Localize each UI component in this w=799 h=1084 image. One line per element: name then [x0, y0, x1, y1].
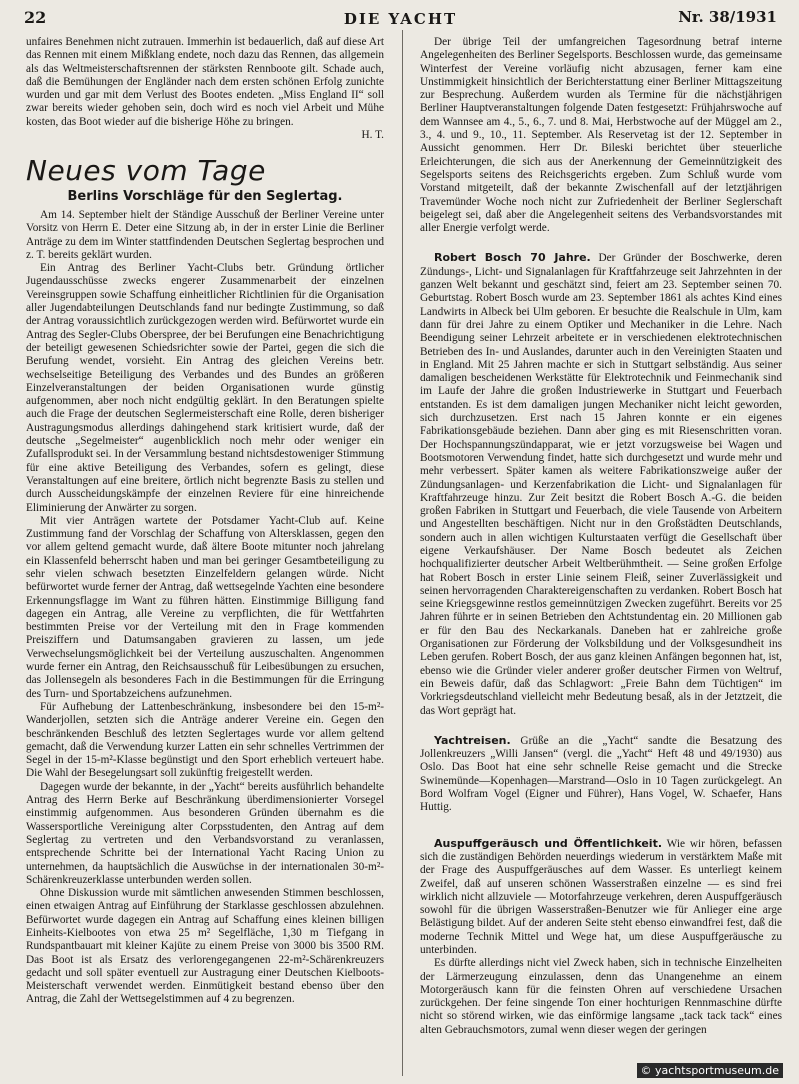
article-paragraph: Der übrige Teil der umfangreichen Tagesordnung betraf interne Angelegenheiten des Berliner Segelsports. Beschlossen wurde, das gemeinsame Winterfest der Vereine vorläufig nicht abzusagen, ferner kam eine Unstimmigkeit hinsichtlich der Berichterstattung einer Berliner Mittagszeitung zur Besprechung. Außerdem wurden als Termine für die nächstjährigen Berliner Hauptveranstaltungen folgende Daten festgesetzt: Frühjahrswoche auf dem Wannsee am 4., 5., 6., 7. und 8. Mai, Herbstwoche auf der Müggel am 2., 3., 4. und 9., 10., 11. September. Als Reservetag ist der 12. September in Aussicht genommen. Herr Dr. Bileski berichtet über steuerliche Erleichterungen, die sich aus der Anerkennung der Gemeinnützigkeit des Segelsports seitens des Reichsgerichts ergeben. Zum Schluß wurde vom Vorstand mitgeteilt, daß der bekannte Zwischenfall auf der letztjährigen Travemünder Woche noch nicht zur Zufriedenheit der Berliner Seglerschaft beigelegt sei, daß aber die Angelegenheit seitens des Verbandsvorstandes mit aller Energie verfolgt werde. — [420, 36, 782, 235]
article-paragraph: Dagegen wurde der bekannte, in der „Yacht“ bereits ausführlich behandelte Antrag des Herrn Berke auf Beschränkung überdimensionierter Vorsegel einstimmig aufgenommen. Aus besonderen Gründen übernahm es die Wassersportliche Vereinigung alter Corpsstudenten, den Antrag auf dem Seglertag zu vertreten und den Verbandsvorstand zu veranlassen, entsprechende Schritte bei der International Yacht Racing Union zu unternehmen, da hauptsächlich die Auswüchse in der internationalen 30-m²-Schärenkreuzerklasse unterbunden werden sollen. — [26, 780, 384, 886]
issue-number: Nr. 38/1931 — [678, 8, 777, 26]
yacht-title: Yachtreisen. — [434, 733, 511, 747]
spacer — [420, 718, 782, 734]
article-paragraph: Ein Antrag des Berliner Yacht-Clubs betr. Gründung örtlicher Jugendausschüsse zwecks engerer Zusammenarbeit der einzelnen Vereinsgruppen sowie Schaffung einheitlicher Richtlinien für die Organisation aller Jugendabteilungen Deutschlands fand nur bedingte Zustimmung, so daß der Antrag voraussichtlich zurückgezogen werden wird. Befürwortet wurde ein Antrag des Segler-Clubs Oberspree, der bei Berufungen eine Benachrichtigung der beteiligt gewesenen Schiedsrichter sowie der Partei, gegen die sich die Berufung wendet, vorsieht. Ein Antrag des gleichen Vereins betr. wechselseitige Beteiligung des Verbandes und des Bundes an größeren Einzelveranstaltungen der beiden Organisationen wurde günstig aufgenommen, aber noch nicht endgültig geklärt. In den Beratungen spielte auch die Frage der deutschen Seglermeisterschaft eine Rolle, deren bisheriger Austragungsmodus allerdings dahingehend stark kritisiert wurde, daß der deutsche „Segelmeister“ augenblicklich noch mehr oder weniger ein Zufallsprodukt sei. In der Versammlung bestand nichtsdestoweniger Stimmung für eine aktive Beteiligung des Verbandes, sofern es gelingt, diese Veranstaltungen auf eine breitere, örtlich nicht begrenzte Basis zu stellen und durch Ausscheidungskämpfe der einzelnen Reviere für eine hinreichende Eliminierung der Anwärter zu sorgen. — [26, 262, 384, 514]
watermark: © yachtsportmuseum.de — [637, 1063, 783, 1078]
article-paragraph: Für Aufhebung der Lattenbeschränkung, insbesondere bei den 15-m²-Wanderjollen, setzten sich die Anträge anderer Vereine ein. Gegen den beschränkenden Beschluß des letzten Seglertages wurde vor allem geltend gemacht, daß die Verwendung kurzer Latten ein sehr schnelles Vertrimmen der Segel in der 15-m²-Klasse begünstigt und den Sport erheblich verteuert habe. Die Wahl der Besegelungsart soll zukünftig freigestellt werden. — [26, 700, 384, 780]
left-column — [26, 36, 384, 1078]
yacht-text: Grüße an die „Yacht“ sandte die Besatzung des Jollenkreuzers „Willi Jansen“ (vergl. die „Yacht“ Heft 48 und 49/1930) aus Oslo. Das Boot hat eine sehr schnelle Reise gemacht und die Strecke Swinemünde—Kopenhagen—Marstrand—Oslo in 10 Tagen zurückgelegt. An Bord Wolfram Vogel (Eigner und Führer), Hans Vogel, W. Schaefer, Hans Huttig. — [420, 734, 782, 814]
article-paragraph: Es dürfte allerdings nicht viel Zweck haben, sich in technische Einzelheiten der Lärmerzeugung einzulassen, denn das Unangenehme an einem Motorgeräusch kann für die feinsten Ohren auf verschiedene Ursachen zurückgehen. Der feine singende Ton einer hochturigen Rennmaschine dürfte nicht so störend wirken, wie das einförmige langsame „tack tack tack“ eines alten Gebrauchsmotors, zumal wenn dieser wegen der geringen — [420, 957, 782, 1036]
article-title: Berlins Vorschläge für den Seglertag. — [67, 188, 343, 204]
page-header — [24, 6, 777, 34]
bosch-article — [420, 251, 782, 717]
bosch-text: Der Gründer der Boschwerke, deren Zündungs-, Licht- und Signalanlagen für Kraftfahrzeuge seit Jahrzehnten in der ganzen Welt bekannt und geschätzt sind, feiert am 23. September seinen 70. Geburtstag. Robert Bosch wurde am 23. September 1861 als achtes Kind eines Landwirts in Albeck bei Ulm geboren. Er besuchte die Realschule in Ulm, kam dann für drei Jahre zu einem Optiker und Mechaniker in die Lehre. Nach Beendigung seiner Lehrzeit arbeitete er in verschiedenen elektrotechnischen Betrieben des In- und Auslandes, darunter auch in den Vereinigten Staaten und in England. Mit 25 Jahren machte er sich in Stuttgart selbständig. Aus seiner damaligen bescheidenen Werkstätte für Elektrotechnik und Feinmechanik sind im Laufe der Jahre die großen Industriewerke in Stuttgart und Feuerbach entstanden. Es ist dem damaligen jungen Mechaniker nicht leicht geworden, sich durchzusetzen. Erst nach 15 Jahren konnte er ein eigenes Fabrikationsgebäude beziehen. Dann aber ging es mit Riesenschritten voran. Der Hochspannungszündapparat, wie er jetzt vorzugsweise bei Wagen und Bootsmotoren Verwendung findet, hatte sich durchgesetzt und wurde mehr und mehr verbessert. Später kamen als weitere Fabrikationszweige außer der Zündungsanlagen- und Kerzenfabrikation die Licht- und Signalanlagen für Kraftfahrzeuge hinzu. Zur Zeit besitzt die Robert Bosch A.-G. die beiden großen Fabriken in Stuttgart und Feuerbach, die viele Tausende von Arbeitern und Angestellten beschäftigen. Nicht nur in den Großstädten Deutschlands, sondern auch in allen wichtigen Kulturstaaten verfügt die Gesellschaft über eigene Verkaufshäuser. Der Name Bosch bedeutet als Zeichen hochqualifizierter deutscher Arbeit Weltberühmtheit. — Seine großen Erfolge hat Robert Bosch in erster Linie seinem Fleiß, seiner Zuverlässigkeit und seinen hervorragenden Charaktereigenschaften zu verdanken. Robert Bosch hat seine Kriegsgewinne restlos gemeinnützigen Zwecken zugeführt. Bereits vor 25 Jahren führte er in seinen Betrieben den Achtstundentag ein. 20 Millionen gab er für den Bau des Neckarkanals. Daneben hat er zahlreiche große Organisationen zur Förderung der Volksbildung und der Volksgesundheit ins Leben gerufen. Robert Bosch, der aus ganz kleinen Anfängen begonnen hat, ist, ebenso wie die Gründer vieler anderer großer deutscher Firmen von Weltruf, ein Beweis dafür, daß das Schlagwort: „Freie Bahn dem Tüchtigen“ im Vorkriegsdeutschland vielleicht mehr Bedeutung besaß, als in der Jetztzeit, die das Wort geprägt hat. — [420, 252, 782, 717]
page-number: 22 — [24, 8, 47, 27]
magazine-title: DIE YACHT — [343, 10, 458, 28]
article-paragraph: Ohne Diskussion wurde mit sämtlichen anwesenden Stimmen beschlossen, einen etwaigen Antrag auf Einführung der Starklasse geschlossen abzulehnen. Befürwortet wurde dagegen ein Antrag auf Schaffung eines kleinen billigen Einheits-Kielbootes von etwa 25 m² Segelfläche, 1,30 m Tiefgang in Rundspantbauart mit kleiner Kajüte zu einem Preise von 3000 bis 3500 RM. Das Boot ist als Ersatz des verlorengegangenen 22-m²-Schärenkreuzers gedacht und soll später eventuell zur Austragung einer Deutschen Kielboots-Meisterschaft verwendet werden. Einmütigkeit bestand ebenso über den Antrag, die Zahl der Wettsegelstimmen auf 4 zu begrenzen. — [26, 887, 384, 1006]
article-paragraph: Am 14. September hielt der Ständige Ausschuß der Berliner Vereine unter Vorsitz von Herrn E. Deter eine Sitzung ab, in der in erster Linie die Berliner Anträge zu dem im Winter stattfindenden Deutschen Seglertag besprochen und z. T. bereits geklärt wurden. — [26, 208, 384, 261]
bosch-title: Robert Bosch 70 Jahre. — [434, 251, 591, 265]
article-paragraph: Mit vier Anträgen wartete der Potsdamer Yacht-Club auf. Keine Zustimmung fand der Vorschlag der Schaffung von Altersklassen, gegen den vor allem geltend gemacht wurde, daß ältere Boote mitunter noch jahrelang ein Klassenfeld beherrscht haben und man bei geringer Gesamtbeteiligung zu sehr vielen schwach besetzten Einzelfeldern gelangen würde. Nicht befürwortet wurde ferner der Antrag, daß wettsegelnde Yachten eine besondere Erkennungsflagge im Want zu führen hätten. Einstimmige Billigung fand dagegen ein Antrag, alle Vereine zu verpflichten, die für Wettfahrten bestimmten Preise vor der Verteilung mit den in Frage kommenden Preisziffern und Datumsangaben gravieren zu lassen, um jede Verwechselungsmöglichkeit bei der Verteilung auszuschalten. Angenommen wurde ferner ein Antrag, den Reichsausschuß für Leibesübungen zu ersuchen, das Jollensegeln als besonderes Fach in die Bestimmungen für die Erringung des Turn- und Sportabzeichens aufzunehmen. — [26, 514, 384, 700]
auspuff-article — [420, 837, 782, 958]
right-column — [420, 36, 782, 1078]
intro-paragraph: unfaires Benehmen nicht zutrauen. Immerhin ist bedauerlich, daß auf diese Art das Rennen mit einem Mißklang endete, noch dazu das Rennen, das allgemein als das Weltmeisterschaftsrennen der stärksten Rennboote gilt. Schade auch, daß die Bemühungen der Engländer nach dem ersten schönen Erfolg zunichte wurden und gar mit dem Verlust des Bootes endeten. „Miss England II“ soll zwar bereits wieder gehoben sein, doch wird es noch viel Arbeit und Mühe kosten, das Boot wieder auf die bisherige Höhe zu bringen. — [26, 36, 384, 128]
section-title: Neues vom Tage — [26, 154, 266, 188]
spacer — [420, 815, 782, 837]
auspuff-title: Auspuffgeräusch und Öffentlichkeit. — [434, 836, 663, 850]
column-divider — [402, 30, 403, 1076]
yacht-article — [420, 734, 782, 815]
auspuff-text: Wie wir hören, befassen sich die zuständigen Behörden neuerdings wiederum in verstärktem Maße mit der Frage des Auspuffgeräusches auf dem Wasser. Es unterliegt keinem Zweifel, daß auf unseren schönen Wasserstraßen einzelne — es sind frei wirklich nicht allzuviele — Motorfahrzeuge verkehren, deren Auspuffgeräusch sowohl für die übrigen Wasserstraßen-Benutzer wie für Anlieger eine arge Belästigung bildet. Auf der anderen Seite steht ebenso einwandfrei fest, daß die moderne Technik Mittel und Wege hat, um diese Auspuffgeräusche zu unterbinden. — [420, 837, 782, 956]
spacer — [420, 235, 782, 251]
intro-signature: H. T. — [361, 129, 384, 142]
